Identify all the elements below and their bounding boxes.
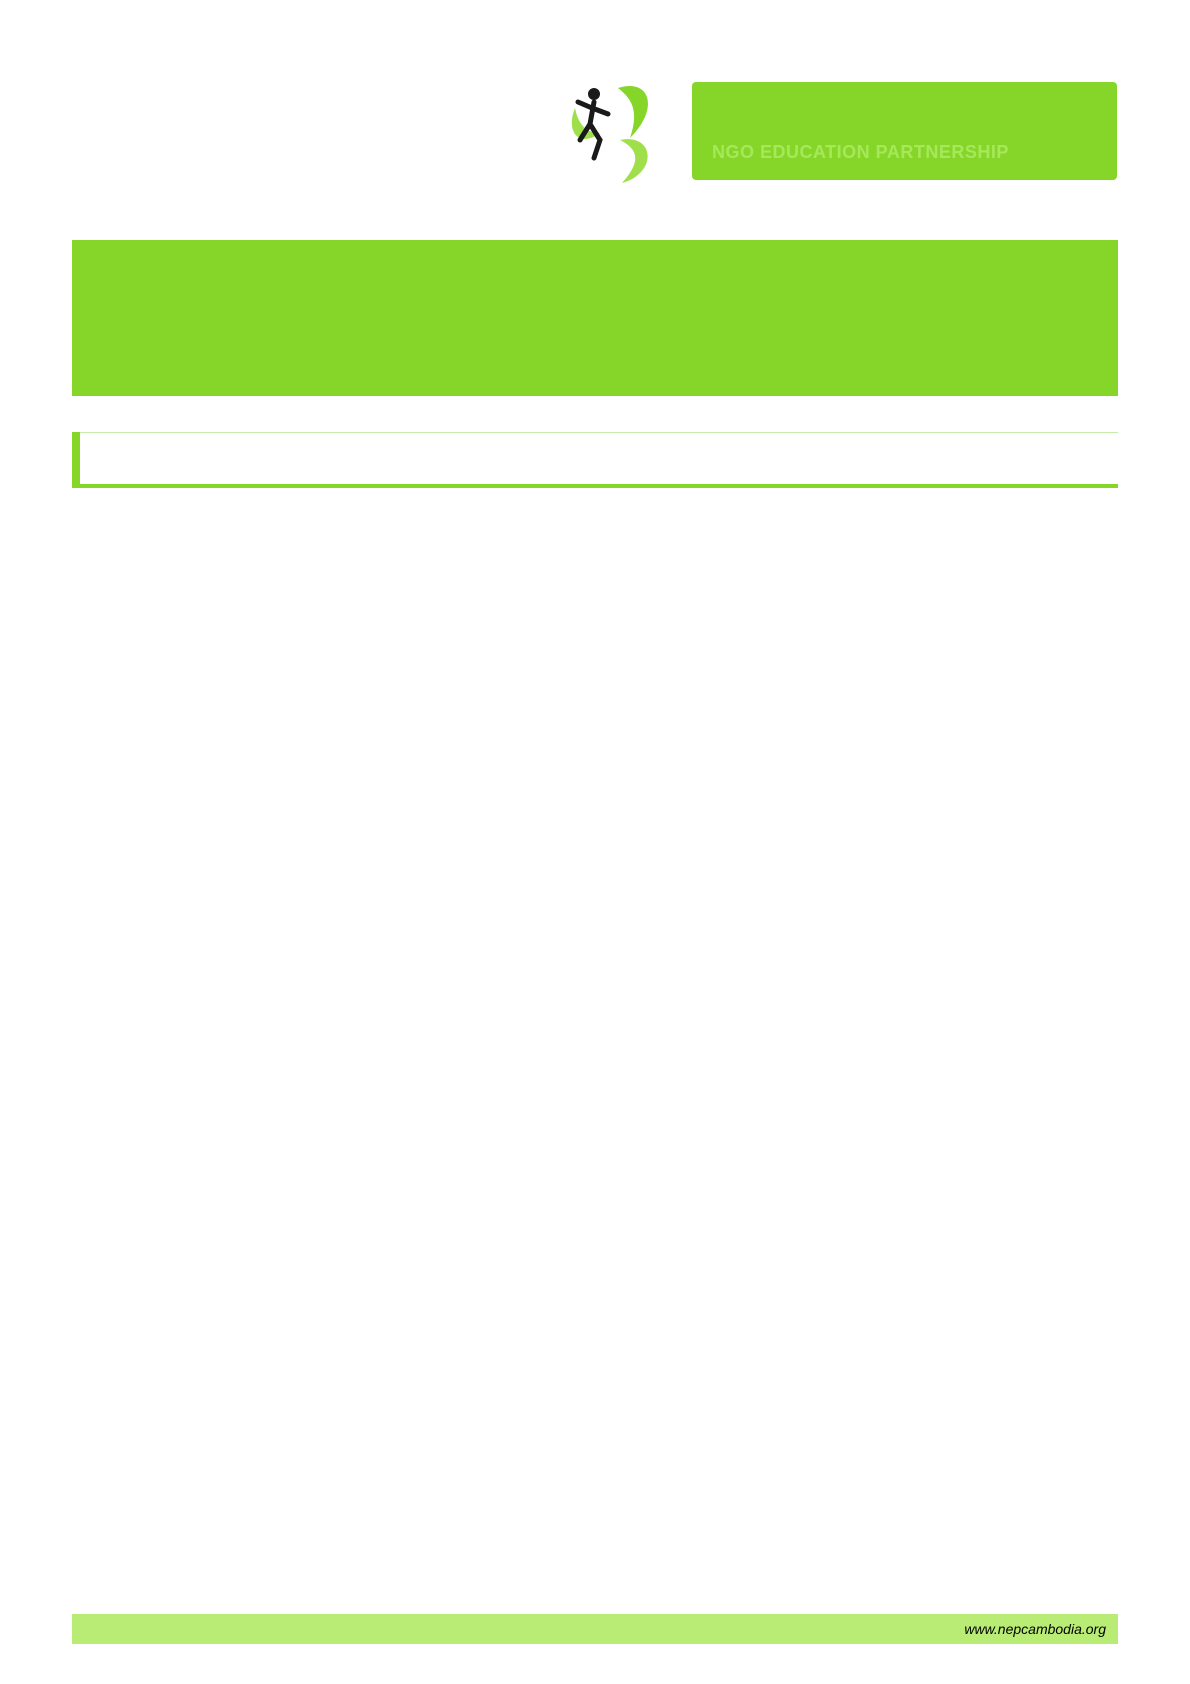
paragraph-lines	[72, 1244, 594, 1482]
paragraph	[610, 1074, 1132, 1414]
paragraph	[610, 878, 1132, 1048]
paragraph	[610, 1440, 1132, 1576]
partnership-name-km	[710, 96, 1100, 130]
section-divider-top	[72, 432, 1118, 433]
section-header	[72, 432, 1118, 488]
paragraph	[72, 1508, 594, 1542]
title-banner	[72, 240, 1118, 396]
nep-logo-icon	[560, 78, 660, 188]
paragraph-lines	[610, 1074, 1132, 1414]
paragraph-lines	[610, 512, 1132, 852]
title-line-1	[92, 258, 1098, 314]
page-footer	[72, 1614, 1118, 1644]
section-accent-bar	[72, 432, 80, 488]
paragraph	[72, 512, 594, 886]
paragraph	[72, 912, 594, 1218]
section-divider	[72, 484, 1118, 488]
paragraph-lines	[72, 912, 594, 1218]
header-statement	[72, 70, 542, 188]
paragraph-lines	[610, 878, 1132, 1048]
paragraph-lines	[610, 1440, 1132, 1576]
partnership-banner	[692, 82, 1117, 180]
paragraph-lines	[72, 1508, 594, 1542]
footer-title	[84, 1618, 784, 1640]
statement-line-2	[72, 112, 542, 146]
right-column	[610, 512, 1132, 1602]
section-title	[94, 440, 494, 480]
footer-website-link[interactable]: www.nepcambodia.org	[964, 1621, 1106, 1637]
paragraph-lines	[72, 512, 594, 886]
paragraph	[610, 512, 1132, 852]
partnership-name-en: NGO EDUCATION PARTNERSHIP	[712, 142, 1009, 162]
left-column	[72, 512, 594, 1568]
statement-line-1	[72, 70, 542, 104]
title-line-2	[92, 320, 1098, 376]
paragraph	[72, 1244, 594, 1482]
publication-date	[72, 154, 542, 188]
